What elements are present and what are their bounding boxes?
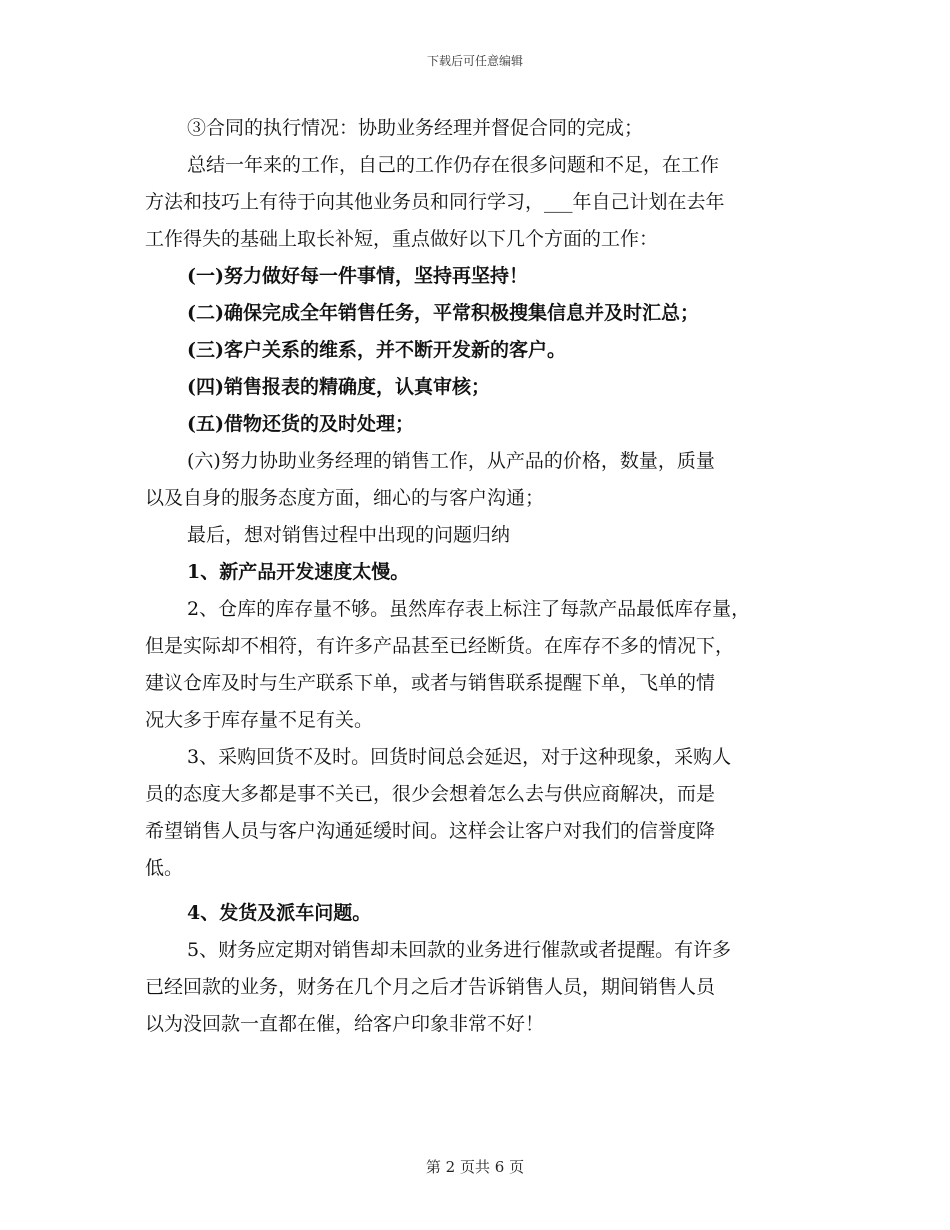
text-line: 员的态度大多都是事不关已，很少会想着怎么去与供应商解决，而是 [145, 783, 716, 805]
text-line: 最后，想对销售过程中出现的问题归纳 [187, 524, 511, 546]
text-line: 以为没回款一直都在催，给客户印象非常不好！ [145, 1013, 545, 1035]
text-line: 总结一年来的工作，自己的工作仍存在很多问题和不足，在工作 [187, 154, 720, 176]
list-item-bold: (四)销售报表的精确度，认真审核； [187, 376, 490, 398]
text-line: 5、财务应定期对销售却未回款的业务进行催款或者提醒。有许多 [187, 939, 732, 961]
text-line: 以及自身的服务态度方面，细心的与客户沟通； [145, 487, 545, 509]
text-line: 3、采购回货不及时。回货时间总会延迟，对于这种现象，采购人 [187, 746, 732, 768]
text-line: 建议仓库及时与生产联系下单，或者与销售联系提醒下单，飞单的情 [145, 672, 716, 694]
list-item-bold: (一)努力做好每一件事情，坚持再坚持！ [187, 265, 528, 287]
text-line: 但是实际却不相符，有许多产品甚至已经断货。在库存不多的情况下， [145, 635, 735, 657]
document-body [145, 110, 805, 1043]
list-item-bold: (三)客户关系的维系，并不断开发新的客户。 [187, 339, 566, 361]
section-heading: 1、新产品开发速度太慢。 [187, 561, 410, 583]
list-item: (六)努力协助业务经理的销售工作，从产品的价格，数量，质量 [187, 450, 715, 472]
text-line: 方法和技巧上有待于向其他业务员和同行学习，___年自己计划在去年 [145, 191, 725, 213]
text-line: 况大多于库存量不足有关。 [145, 709, 374, 731]
list-item-bold: (二)确保完成全年销售任务，平常积极搜集信息并及时汇总； [187, 302, 699, 324]
text-line: ③合同的执行情况：协助业务经理并督促合同的完成； [187, 117, 644, 139]
page-footer: 第 2 页共 6 页 [425, 1158, 525, 1176]
text-line: 希望销售人员与客户沟通延缓时间。这样会让客户对我们的信誉度降 [145, 820, 716, 842]
text-line: 2、仓库的库存量不够。虽然库存表上标注了每款产品最低库存量， [187, 598, 751, 620]
list-item-bold: (五)借物还货的及时处理； [187, 413, 414, 435]
section-heading: 4、发货及派车问题。 [187, 902, 372, 924]
text-line: 工作得失的基础上取长补短，重点做好以下几个方面的工作： [145, 228, 659, 250]
page-header: 下载后可任意编辑 [426, 54, 523, 68]
text-line: 低。 [145, 857, 184, 879]
text-line: 已经回款的业务，财务在几个月之后才告诉销售人员，期间销售人员 [145, 976, 716, 998]
